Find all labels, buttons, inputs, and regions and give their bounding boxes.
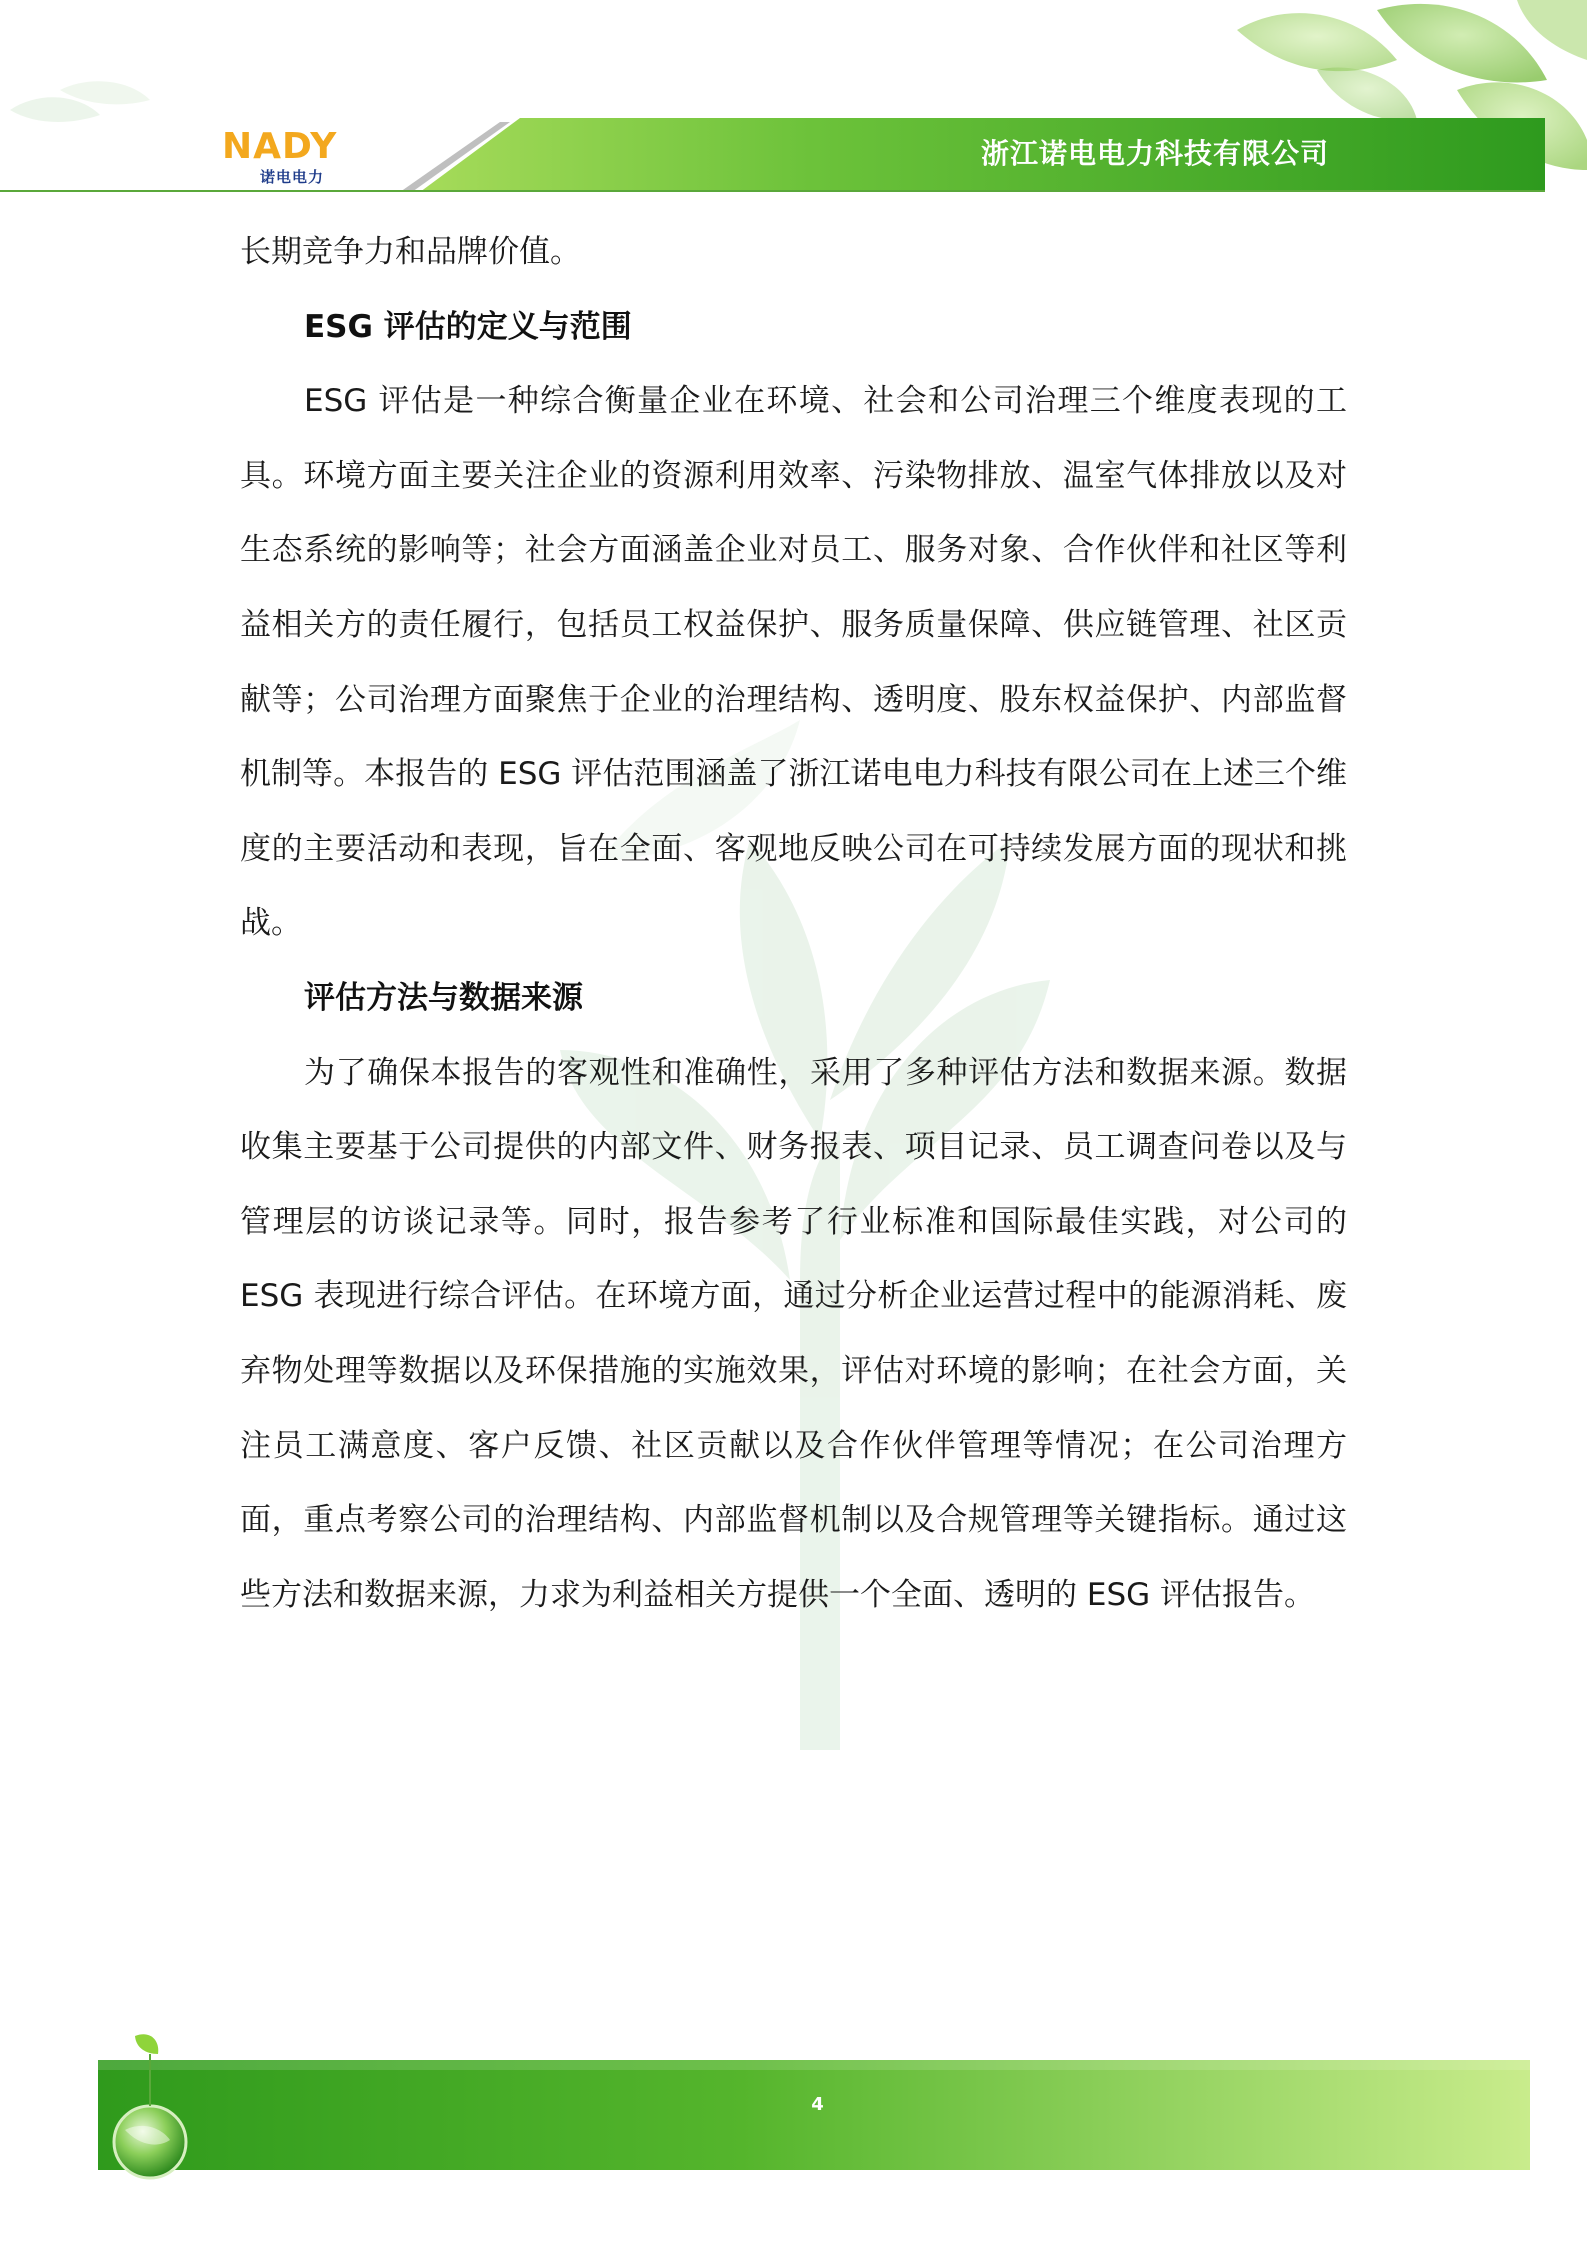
company-logo [222,126,372,186]
page-footer [0,2030,1587,2210]
page-header [0,108,1587,192]
page-number: 4 [811,2094,824,2115]
section-heading-definition: ESG 评估的定义与范围 [304,308,632,345]
logo-text: NADY [222,126,338,167]
paragraph-methods: 为了确保本报告的客观性和准确性，采用了多种评估方法和数据来源。数据收集主要基于公司提供的内部文件、财务报表、项目记录、员工调查问卷以及与管理层的访谈记录等。同时，报告参考了行业标准和国际最佳实践，对公司的 ESG 表现进行综合评估。在环境方面，通过分析企业运营过程中的能源消耗、废弃物处理等数据以及环保措施的实施效果，评估对环境的影响；在社会方面，关注员工满意度、客户反馈、社区贡献以及合作伙伴管理等情况；在公司治理方面，重点考察公司的治理结构、内部监督机制以及合规管理等关键指标。通过这些方法和数据来源，力求为利益相关方提供一个全面、透明的 ESG 评估报告。 [240,1054,1347,1613]
logo-subtext: 诺电电力 [260,168,325,186]
main-content [240,215,1347,1632]
paragraph-continuation: 长期竞争力和品牌价值。 [240,234,581,270]
section-heading-methods: 评估方法与数据来源 [304,979,583,1016]
company-name: 浙江诺电电力科技有限公司 [980,137,1329,170]
paragraph-definition: ESG 评估是一种综合衡量企业在环境、社会和公司治理三个维度表现的工具。环境方面主要关注企业的资源利用效率、污染物排放、温室气体排放以及对生态系统的影响等；社会方面涵盖企业对员工、服务对象、合作伙伴和社区等利益相关方的责任履行，包括员工权益保护、服务质量保障、供应链管理、社区贡献等；公司治理方面聚焦于企业的治理结构、透明度、股东权益保护、内部监督机制等。本报告的 ESG 评估范围涵盖了浙江诺电电力科技有限公司在上述三个维度的主要活动和表现，旨在全面、客观地反映公司在可持续发展方面的现状和挑战。 [240,383,1347,942]
